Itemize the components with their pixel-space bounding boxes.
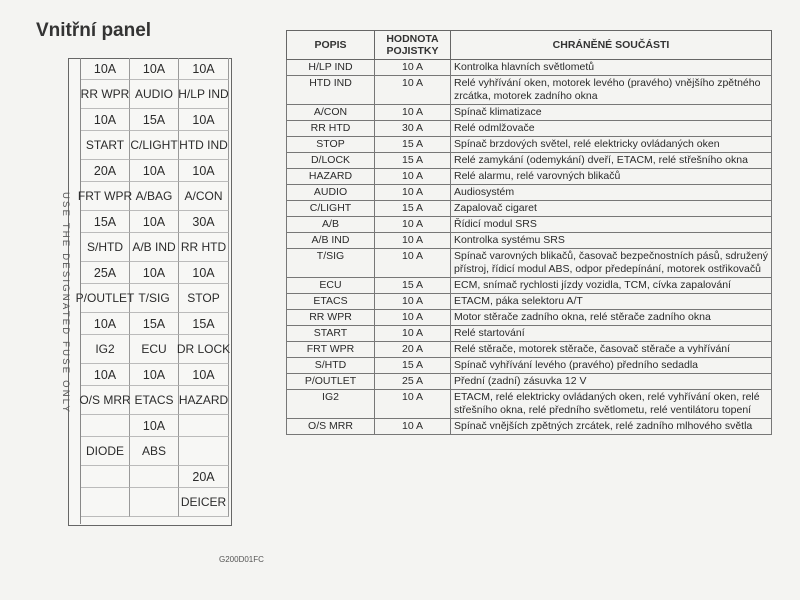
cell-hodnota: 10 A bbox=[375, 217, 451, 233]
cell-popis: T/SIG bbox=[287, 249, 375, 278]
table-row bbox=[287, 185, 772, 201]
fuse-label: A/CON bbox=[179, 182, 229, 211]
cell-soucasti: Kontrolka hlavních světlometů bbox=[451, 60, 772, 76]
cell-hodnota: 15 A bbox=[375, 137, 451, 153]
fuse-label bbox=[130, 488, 179, 517]
fuse-rating bbox=[130, 466, 179, 488]
cell-popis: O/S MRR bbox=[287, 419, 375, 435]
cell-hodnota: 10 A bbox=[375, 233, 451, 249]
cell-popis: H/LP IND bbox=[287, 60, 375, 76]
fuse-grid bbox=[75, 58, 231, 524]
cell-hodnota: 10 A bbox=[375, 169, 451, 185]
fuse-rating: 10A bbox=[179, 262, 229, 284]
table-row bbox=[287, 326, 772, 342]
fuse-label: HTD IND bbox=[179, 131, 229, 160]
fuse-rating: 10A bbox=[179, 160, 229, 182]
cell-soucasti: Spínač vyhřívání levého (pravého) předního sedadla bbox=[451, 358, 772, 374]
fuse-label: S/HTD bbox=[81, 233, 130, 262]
fuse-rating: 10A bbox=[130, 262, 179, 284]
cell-popis: START bbox=[287, 326, 375, 342]
cell-soucasti: ECM, snímač rychlosti jízdy vozidla, TCM, cívka zapalování bbox=[451, 278, 772, 294]
fuse-rating: 20A bbox=[179, 466, 229, 488]
fuse-rating: 10A bbox=[179, 109, 229, 131]
cell-hodnota: 15 A bbox=[375, 358, 451, 374]
fuse-label: HAZARD bbox=[179, 386, 229, 415]
cell-soucasti: Spínač brzdových světel, relé elektricky ovládaných oken bbox=[451, 137, 772, 153]
fuse-rating: 10A bbox=[81, 58, 130, 80]
fuse-rating: 10A bbox=[130, 58, 179, 80]
fuse-rating: 10A bbox=[130, 364, 179, 386]
cell-soucasti: Relé vyhřívání oken, motorek levého (pravého) vnějšího zpětného zrcátka, motorek zadního okna bbox=[451, 76, 772, 105]
table-row bbox=[287, 233, 772, 249]
table-row bbox=[287, 249, 772, 278]
cell-popis: C/LIGHT bbox=[287, 201, 375, 217]
cell-popis: ETACS bbox=[287, 294, 375, 310]
table-row bbox=[287, 217, 772, 233]
cell-soucasti: Motor stěrače zadního okna, relé stěrače zadního okna bbox=[451, 310, 772, 326]
table-row bbox=[287, 342, 772, 358]
cell-hodnota: 10 A bbox=[375, 390, 451, 419]
cell-popis: RR HTD bbox=[287, 121, 375, 137]
fuse-label: A/B IND bbox=[130, 233, 179, 262]
fuse-rating: 10A bbox=[130, 415, 179, 437]
fuse-label: C/LIGHT bbox=[130, 131, 179, 160]
fuse-label: ETACS bbox=[130, 386, 179, 415]
table-header-row bbox=[287, 31, 772, 60]
cell-soucasti: Spínač varovných blikačů, časovač bezpečnostních pásů, sdružený přístroj, řídicí modul ABS, odpor předepínání, motorek ostřikovačů bbox=[451, 249, 772, 278]
cell-soucasti: ETACM, relé elektricky ovládaných oken, relé vyhřívání oken, relé střešního okna, relé předního světlometu, relé ventilátoru topení bbox=[451, 390, 772, 419]
fuse-label: RR HTD bbox=[179, 233, 229, 262]
table-row bbox=[287, 201, 772, 217]
fuse-rating bbox=[179, 415, 229, 437]
cell-popis: ECU bbox=[287, 278, 375, 294]
cell-soucasti: ETACM, páka selektoru A/T bbox=[451, 294, 772, 310]
fuse-label: IG2 bbox=[81, 335, 130, 364]
table-row bbox=[287, 419, 772, 435]
fuse-rating bbox=[81, 415, 130, 437]
fuse-rating: 15A bbox=[179, 313, 229, 335]
cell-hodnota: 15 A bbox=[375, 201, 451, 217]
fuse-rating: 20A bbox=[81, 160, 130, 182]
cell-popis: D/LOCK bbox=[287, 153, 375, 169]
fuse-warning-label: USE THE DESIGNATED FUSE ONLY bbox=[60, 192, 71, 415]
cell-soucasti: Audiosystém bbox=[451, 185, 772, 201]
fuse-rating: 25A bbox=[81, 262, 130, 284]
cell-hodnota: 15 A bbox=[375, 153, 451, 169]
header-soucasti: CHRÁNĚNÉ SOUČÁSTI bbox=[451, 31, 772, 60]
cell-hodnota: 10 A bbox=[375, 76, 451, 105]
cell-soucasti: Spínač klimatizace bbox=[451, 105, 772, 121]
fuse-label: START bbox=[81, 131, 130, 160]
table-row bbox=[287, 169, 772, 185]
cell-popis: P/OUTLET bbox=[287, 374, 375, 390]
fuse-rating: 10A bbox=[179, 364, 229, 386]
header-popis: POPIS bbox=[287, 31, 375, 60]
cell-popis: STOP bbox=[287, 137, 375, 153]
table-row bbox=[287, 358, 772, 374]
fuse-rating: 10A bbox=[130, 160, 179, 182]
fuse-label: DEICER bbox=[179, 488, 229, 517]
cell-soucasti: Relé alarmu, relé varovných blikačů bbox=[451, 169, 772, 185]
cell-popis: HAZARD bbox=[287, 169, 375, 185]
fuse-label bbox=[81, 488, 130, 517]
cell-soucasti: Kontrolka systému SRS bbox=[451, 233, 772, 249]
fuse-label: A/BAG bbox=[130, 182, 179, 211]
table-row bbox=[287, 153, 772, 169]
cell-soucasti: Relé stěrače, motorek stěrače, časovač stěrače a vyhřívání bbox=[451, 342, 772, 358]
fuse-spec-table bbox=[286, 30, 772, 435]
figure-code: G200D01FC bbox=[219, 555, 264, 564]
table-row bbox=[287, 278, 772, 294]
cell-popis: A/CON bbox=[287, 105, 375, 121]
cell-hodnota: 10 A bbox=[375, 419, 451, 435]
cell-soucasti: Přední (zadní) zásuvka 12 V bbox=[451, 374, 772, 390]
fuse-rating: 10A bbox=[81, 109, 130, 131]
fuse-label: ABS bbox=[130, 437, 179, 466]
fuse-rating bbox=[81, 466, 130, 488]
cell-hodnota: 10 A bbox=[375, 185, 451, 201]
fuse-rating: 10A bbox=[130, 211, 179, 233]
fuse-rating: 30A bbox=[179, 211, 229, 233]
cell-hodnota: 10 A bbox=[375, 60, 451, 76]
fuse-label: DIODE bbox=[81, 437, 130, 466]
fuse-label: RR WPR bbox=[81, 80, 130, 109]
cell-hodnota: 30 A bbox=[375, 121, 451, 137]
cell-popis: HTD IND bbox=[287, 76, 375, 105]
fuse-rating: 10A bbox=[81, 364, 130, 386]
cell-hodnota: 15 A bbox=[375, 278, 451, 294]
table-row bbox=[287, 60, 772, 76]
table-row bbox=[287, 76, 772, 105]
cell-hodnota: 10 A bbox=[375, 326, 451, 342]
fuse-label bbox=[179, 437, 229, 466]
table-row bbox=[287, 294, 772, 310]
fuse-rating: 15A bbox=[81, 211, 130, 233]
table-row bbox=[287, 374, 772, 390]
cell-soucasti: Relé zamykání (odemykání) dveří, ETACM, relé střešního okna bbox=[451, 153, 772, 169]
header-hodnota: HODNOTA POJISTKY bbox=[375, 31, 451, 60]
fuse-rating: 15A bbox=[130, 109, 179, 131]
cell-hodnota: 10 A bbox=[375, 294, 451, 310]
fuse-label: STOP bbox=[179, 284, 229, 313]
cell-popis: A/B bbox=[287, 217, 375, 233]
fuse-rating: 10A bbox=[81, 313, 130, 335]
cell-soucasti: Řídicí modul SRS bbox=[451, 217, 772, 233]
cell-popis: IG2 bbox=[287, 390, 375, 419]
cell-hodnota: 10 A bbox=[375, 105, 451, 121]
cell-soucasti: Relé odmlžovače bbox=[451, 121, 772, 137]
cell-popis: FRT WPR bbox=[287, 342, 375, 358]
fuse-rating: 10A bbox=[179, 58, 229, 80]
table-row bbox=[287, 121, 772, 137]
fuse-label: H/LP IND bbox=[179, 80, 229, 109]
cell-hodnota: 10 A bbox=[375, 249, 451, 278]
table-row bbox=[287, 310, 772, 326]
cell-hodnota: 10 A bbox=[375, 310, 451, 326]
fuse-label: DR LOCK bbox=[179, 335, 229, 364]
cell-soucasti: Spínač vnějších zpětných zrcátek, relé zadního mlhového světla bbox=[451, 419, 772, 435]
table-row bbox=[287, 105, 772, 121]
cell-popis: S/HTD bbox=[287, 358, 375, 374]
fuse-label: T/SIG bbox=[130, 284, 179, 313]
table-row bbox=[287, 390, 772, 419]
fuse-label: AUDIO bbox=[130, 80, 179, 109]
cell-hodnota: 25 A bbox=[375, 374, 451, 390]
cell-soucasti: Zapalovač cigaret bbox=[451, 201, 772, 217]
table-row bbox=[287, 137, 772, 153]
fuse-rating: 15A bbox=[130, 313, 179, 335]
cell-popis: AUDIO bbox=[287, 185, 375, 201]
fuse-label: ECU bbox=[130, 335, 179, 364]
page-title: Vnitřní panel bbox=[36, 20, 152, 41]
fuse-label: FRT WPR bbox=[81, 182, 130, 211]
cell-popis: RR WPR bbox=[287, 310, 375, 326]
cell-soucasti: Relé startování bbox=[451, 326, 772, 342]
cell-hodnota: 20 A bbox=[375, 342, 451, 358]
fuse-label: P/OUTLET bbox=[81, 284, 130, 313]
cell-popis: A/B IND bbox=[287, 233, 375, 249]
fuse-label: O/S MRR bbox=[81, 386, 130, 415]
